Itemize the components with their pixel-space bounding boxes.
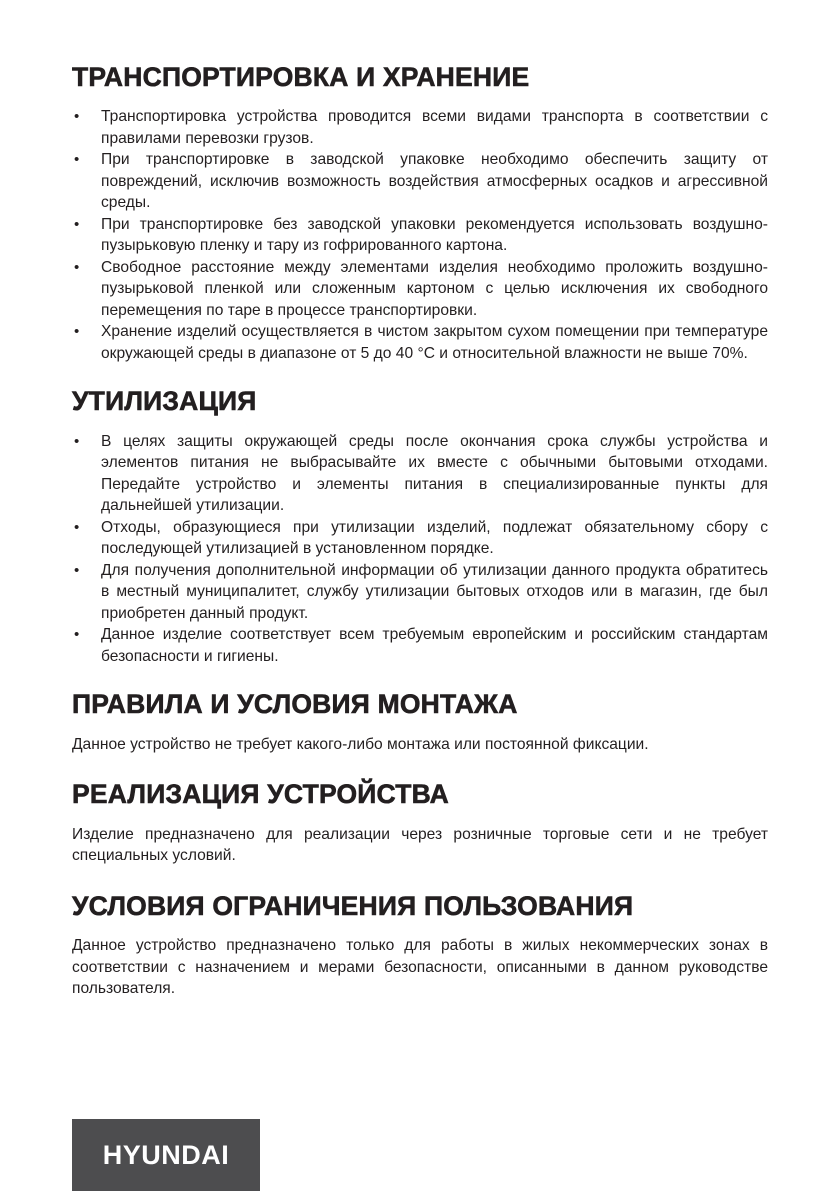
- section-sale: [72, 779, 768, 866]
- list-item: • Свободное расстояние между элементами изделия необходимо проложить воздушно-пузырьковой пленкой или сложенным картоном с целью исключения их свободного перемещения по таре в процессе транспортировки.: [72, 257, 768, 322]
- list-item: • Хранение изделий осуществляется в чистом закрытом сухом помещении при температуре окружающей среды в диапазоне от 5 до 40 °С и относительной влажности не выше 70%.: [72, 321, 768, 364]
- section-heading: РЕАЛИЗАЦИЯ УСТРОЙСТВА: [72, 779, 449, 810]
- section-heading: УТИЛИЗАЦИЯ: [72, 386, 257, 417]
- bullet-list: [72, 106, 768, 364]
- section-heading: УСЛОВИЯ ОГРАНИЧЕНИЯ ПОЛЬЗОВАНИЯ: [72, 890, 634, 921]
- section-heading: ПРАВИЛА И УСЛОВИЯ МОНТАЖА: [72, 689, 518, 720]
- hyundai-logo: [72, 1119, 260, 1191]
- bullet-list: [72, 431, 768, 668]
- list-item: • Транспортировка устройства проводится всеми видами транспорта в соответствии с правилами перевозки грузов.: [72, 106, 768, 149]
- list-item: • При транспортировке без заводской упаковки рекомендуется использовать воздушно-пузырьковую пленку и тару из гофрированного картона.: [72, 214, 768, 257]
- list-item: • В целях защиты окружающей среды после окончания срока службы устройства и элементов питания не выбрасывайте их вместе с обычными бытовыми отходами. Передайте устройство и элементы питания в специализированные пункты для дальнейшей утилизации.: [72, 431, 768, 517]
- list-item: • Отходы, образующиеся при утилизации изделий, подлежат обязательному сбору с последующей утилизацией в установленном порядке.: [72, 517, 768, 560]
- paragraph: Данное устройство предназначено только для работы в жилых некоммерческих зонах в соответствии с назначением и мерами безопасности, описанными в данном руководстве пользователя.: [72, 937, 768, 998]
- list-item: • Для получения дополнительной информации об утилизации данного продукта обратитесь в местный муниципалитет, службу утилизации бытовых отходов или в магазин, где был приобретен данный продукт.: [72, 560, 768, 625]
- section-mounting: [72, 689, 768, 755]
- list-item: • При транспортировке в заводской упаковке необходимо обеспечить защиту от повреждений, исключив возможность воздействия атмосферных осадков и агрессивной среды.: [72, 149, 768, 214]
- section-usage-restrictions: [72, 891, 768, 1000]
- paragraph: Данное устройство не требует какого-либо монтажа или постоянной фиксации.: [72, 735, 649, 753]
- section-disposal: [72, 386, 768, 667]
- logo-text: HYUNDAI: [102, 1139, 230, 1170]
- document-page: [72, 62, 768, 1000]
- section-heading: ТРАНСПОРТИРОВКА И ХРАНЕНИЕ: [72, 62, 530, 92]
- list-item: • Данное изделие соответствует всем требуемым европейским и российским стандартам безопасности и гигиены.: [72, 624, 768, 667]
- section-transport-storage: [72, 62, 768, 364]
- paragraph: Изделие предназначено для реализации через розничные торговые сети и не требует специальных условий.: [72, 825, 768, 865]
